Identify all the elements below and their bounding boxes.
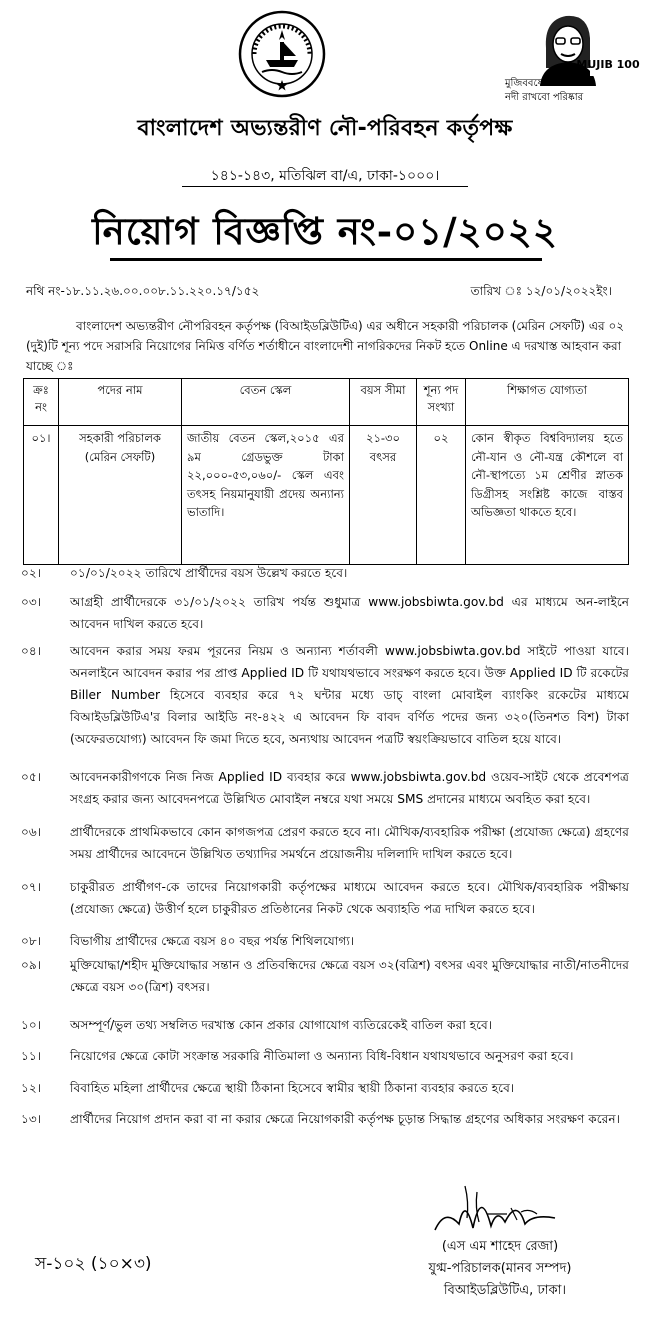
rule-item — [21, 766, 629, 810]
organization-name: বাংলাদেশ অভ্যন্তরীণ নৌ-পরিবহন কর্তৃপক্ষ — [137, 116, 513, 141]
cell-post: সহকারী পরিচালক (মেরিন সেফটি) — [59, 426, 182, 565]
logo-caption-line2: নদী রাখবো পরিষ্কার — [505, 92, 584, 103]
cell-qualification: কোন স্বীকৃত বিশ্ববিদ্যালয় হতে নৌ-যান ও নৌ-যন্ত্র কৌশলে বা নৌ-স্থাপত্যে ১ম শ্রেণীর স্নাতক ডিগ্রীসহ সংশ্লিষ্ট কাজে বাস্তব অভিজ্ঞতা থাকতে হবে। — [466, 426, 629, 565]
rule-item — [21, 954, 629, 998]
rule-number: ০৯। — [21, 958, 42, 972]
memo-date: তারিখ ঃ ১২/০১/২০২২ইং। — [470, 284, 612, 298]
rule-text: বিবাহিত মহিলা প্রার্থীদের ক্ষেত্রে স্থায়ী ঠিকানা হিসেবে স্বামীর স্থায়ী ঠিকানা ব্যবহার করতে হবে। — [70, 1081, 515, 1095]
rule-number: ০৩। — [21, 595, 42, 609]
biwta-seal-logo — [238, 10, 326, 98]
rule-text: নিয়োগের ক্ষেত্রে কোটা সংক্রান্ত সরকারি নীতিমালা ও অন্যান্য বিধি-বিধান যথাযথভাবে অনুসরণ করা হবে। — [70, 1049, 574, 1063]
memo-reference: নথি নং-১৮.১১.২৬.০০.০০৮.১১.২২০.১৭/১৫২ — [26, 284, 260, 298]
rule-item — [21, 876, 629, 920]
signatory-name: (এস এম শাহেদ রেজা) — [441, 1239, 559, 1254]
header-post: পদের নাম — [59, 379, 182, 426]
signatory-organization: বিআইডব্লিউটিএ, ঢাকা। — [443, 1283, 567, 1298]
rule-text: আগ্রহী প্রার্থীদেরকে ৩১/০১/২০২২ তারিখ পর্যন্ত শুধুমাত্র www.jobsbiwta.gov.bd এর মাধ্যমে অন-লাইনে আবেদন দাখিল করতে হবে। — [70, 595, 629, 631]
organization-address: ১৪১-১৪৩, মতিঝিল বা/এ, ঢাকা-১০০০। — [210, 168, 440, 184]
rule-item — [21, 640, 629, 750]
rule-number: ০৪। — [21, 644, 42, 658]
header-age: বয়স সীমা — [350, 379, 417, 426]
rule-text: প্রার্থীদেরকে প্রাথমিকভাবে কোন কাগজপত্র প্রেরণ করতে হবে না। মৌখিক/ব্যবহারিক পরীক্ষা (প্রযোজ্য ক্ষেত্রে) গ্রহণের সময় প্রার্থীদের আবেদনে উল্লিখিত তথ্যাদির সমর্থনে প্রয়োজনীয় দলিলাদি দাখিল করতে হবে। — [70, 825, 629, 861]
header-vacancy: শূন্য পদ সংখ্যা — [417, 379, 466, 426]
rule-item — [21, 1014, 629, 1036]
table-header-row — [24, 379, 629, 426]
rule-text: আবেদনকারীগণকে নিজ নিজ Applied ID ব্যবহার করে www.jobsbiwta.gov.bd ওয়েব-সাইট থেকে প্রবেশপত্র সংগ্রহ করার জন্য আবেদনপত্রে উল্লিখিত মোবাইল নম্বরে যথা সময়ে SMS প্রদানের মাধ্যমে অবহিত করা হবে। — [70, 770, 629, 806]
rule-item — [21, 562, 629, 584]
rule-item — [21, 930, 629, 952]
handwritten-signature — [425, 1178, 565, 1238]
logo-caption-line1: মুজিববর্ষের অঙ্গীকার — [505, 78, 586, 89]
vacancy-table — [23, 378, 629, 565]
header-serial: ক্রঃ নং — [24, 379, 59, 426]
rule-number: ০৮। — [21, 934, 42, 948]
cell-vacancy: ০২ — [417, 426, 466, 565]
rule-number: ১২। — [21, 1081, 42, 1095]
rule-number: ১১। — [21, 1049, 42, 1063]
rule-item — [21, 1077, 629, 1099]
rule-item — [21, 1108, 629, 1130]
cell-scale: জাতীয় বেতন স্কেল,২০১৫ এর ৯ম গ্রেডভুক্ত টাকা ২২,০০০-৫৩,০৬০/- স্কেল এবং তৎসহ নিয়মানুযায়ী প্রদেয় অন্যান্য ভাতাদি। — [182, 426, 350, 565]
header-scale: বেতন স্কেল — [182, 379, 350, 426]
rule-number: ১৩। — [21, 1112, 42, 1126]
rule-number: ০৭। — [21, 880, 42, 894]
intro-paragraph: বাংলাদেশ অভ্যন্তরীণ নৌপরিবহন কর্তৃপক্ষ (বিআইডব্লিউটিএ) এর অধীনে সহকারী পরিচালক (মেরিন সেফটি) এর ০২ (দুই)টি শূন্য পদে সরাসরি নিয়োগের নিমিত্ত বর্ণিত শর্তাধীনে বাংলাদেশী নাগরিকদের নিকট হতে Online এ দরখাস্ত আহবান করা যাচ্ছে ঃ — [26, 319, 625, 373]
logo-right-mark: MUJIB 100 — [576, 58, 640, 71]
rule-text: মুক্তিযোদ্ধা/শহীদ মুক্তিযোদ্ধার সন্তান ও প্রতিবন্ধিদের ক্ষেত্রে বয়স ৩২(বত্রিশ) বৎসর এবং মুক্তিযোদ্ধার নাতী/নাতনীদের ক্ষেত্রে বয়স ৩০(ত্রিশ) বৎসর। — [70, 958, 629, 994]
reference-code: স-১০২ (১০×৩) — [35, 1254, 152, 1274]
mujib-100-logo — [516, 8, 640, 86]
rule-text: ০১/০১/২০২২ তারিখে প্রার্থীদের বয়স উল্লেখ করতে হবে। — [70, 566, 348, 580]
rule-number: ০৬। — [21, 825, 42, 839]
rule-number: ০৫। — [21, 770, 42, 784]
rule-item — [21, 591, 629, 635]
rule-number: ০২। — [21, 566, 42, 580]
rule-text: প্রার্থীদের নিয়োগ প্রদান করা বা না করার ক্ষেত্রে নিয়োগকারী কর্তৃপক্ষ চূড়ান্ত সিদ্ধান্ত গ্রহণের অধিকার সংরক্ষণ করেন। — [70, 1112, 621, 1126]
signatory-title: যুগ্ম-পরিচালক(মানব সম্পদ) — [428, 1261, 572, 1276]
rule-text: বিভাগীয় প্রার্থীদের ক্ষেত্রে বয়স ৪০ বছর পর্যন্ত শিথিলযোগ্য। — [70, 934, 355, 948]
title-underline — [110, 258, 542, 261]
rule-text: চাকুরীরত প্রার্থীগণ-কে তাদের নিয়োগকারী কর্তৃপক্ষের মাধ্যমে আবেদন করতে হবে। মৌখিক/ব্যবহারিক পরীক্ষায় (প্রযোজ্য ক্ষেত্রে) উত্তীর্ণ হলে চাকুরীরত প্রতিষ্ঠানের নিকট থেকে অব্যাহতি পত্র দাখিল করতে হবে। — [70, 880, 629, 916]
logo-right-caption — [505, 77, 635, 105]
table-row — [24, 426, 629, 565]
rule-item — [21, 1045, 629, 1067]
cell-serial: ০১। — [24, 426, 59, 565]
rule-number: ১০। — [21, 1018, 42, 1032]
notice-title: নিয়োগ বিজ্ঞপ্তি নং-০১/২০২২ — [92, 209, 558, 253]
rule-text: অসম্পূর্ণ/ভুল তথ্য সম্বলিত দরখাস্ত কোন প্রকার যোগাযোগ ব্যতিরেকেই বাতিল করা হবে। — [70, 1018, 493, 1032]
address-underline — [182, 186, 468, 187]
header-qualification: শিক্ষাগত যোগ্যতা — [466, 379, 629, 426]
rule-text: আবেদন করার সময় ফরম পূরনের নিয়ম ও অন্যান্য শর্তাবলী www.jobsbiwta.gov.bd সাইটে পাওয়া যাবে। অনলাইনে আবেদন করার পর প্রাপ্ত Applied ID টি যথাযথভাবে সংরক্ষণ করতে হবে। উক্ত Applied ID টি রকেটের Biller Number হিসেবে ব্যবহার করে ৭২ ঘন্টার মধ্যে ডাচ্ বাংলা মোবাইল ব্যাংকিং রকেটের মাধ্যমে বিআইডব্লিউটিএ'র বিলার আইডি নং-৪২২ এ আবেদন ফি বাবদ বর্ণিত পদের জন্য ৩২০(তিনশত বিশ) টাকা (অফেরতযোগ্য) আবেদন ফি জমা দিতে হবে, অন্যথায় আবেদন পত্রটি স্বয়ংক্রিয়ভাবে বাতিল হয়ে যাবে। — [70, 644, 629, 746]
rule-item — [21, 821, 629, 865]
cell-age: ২১-৩০ বৎসর — [350, 426, 417, 565]
